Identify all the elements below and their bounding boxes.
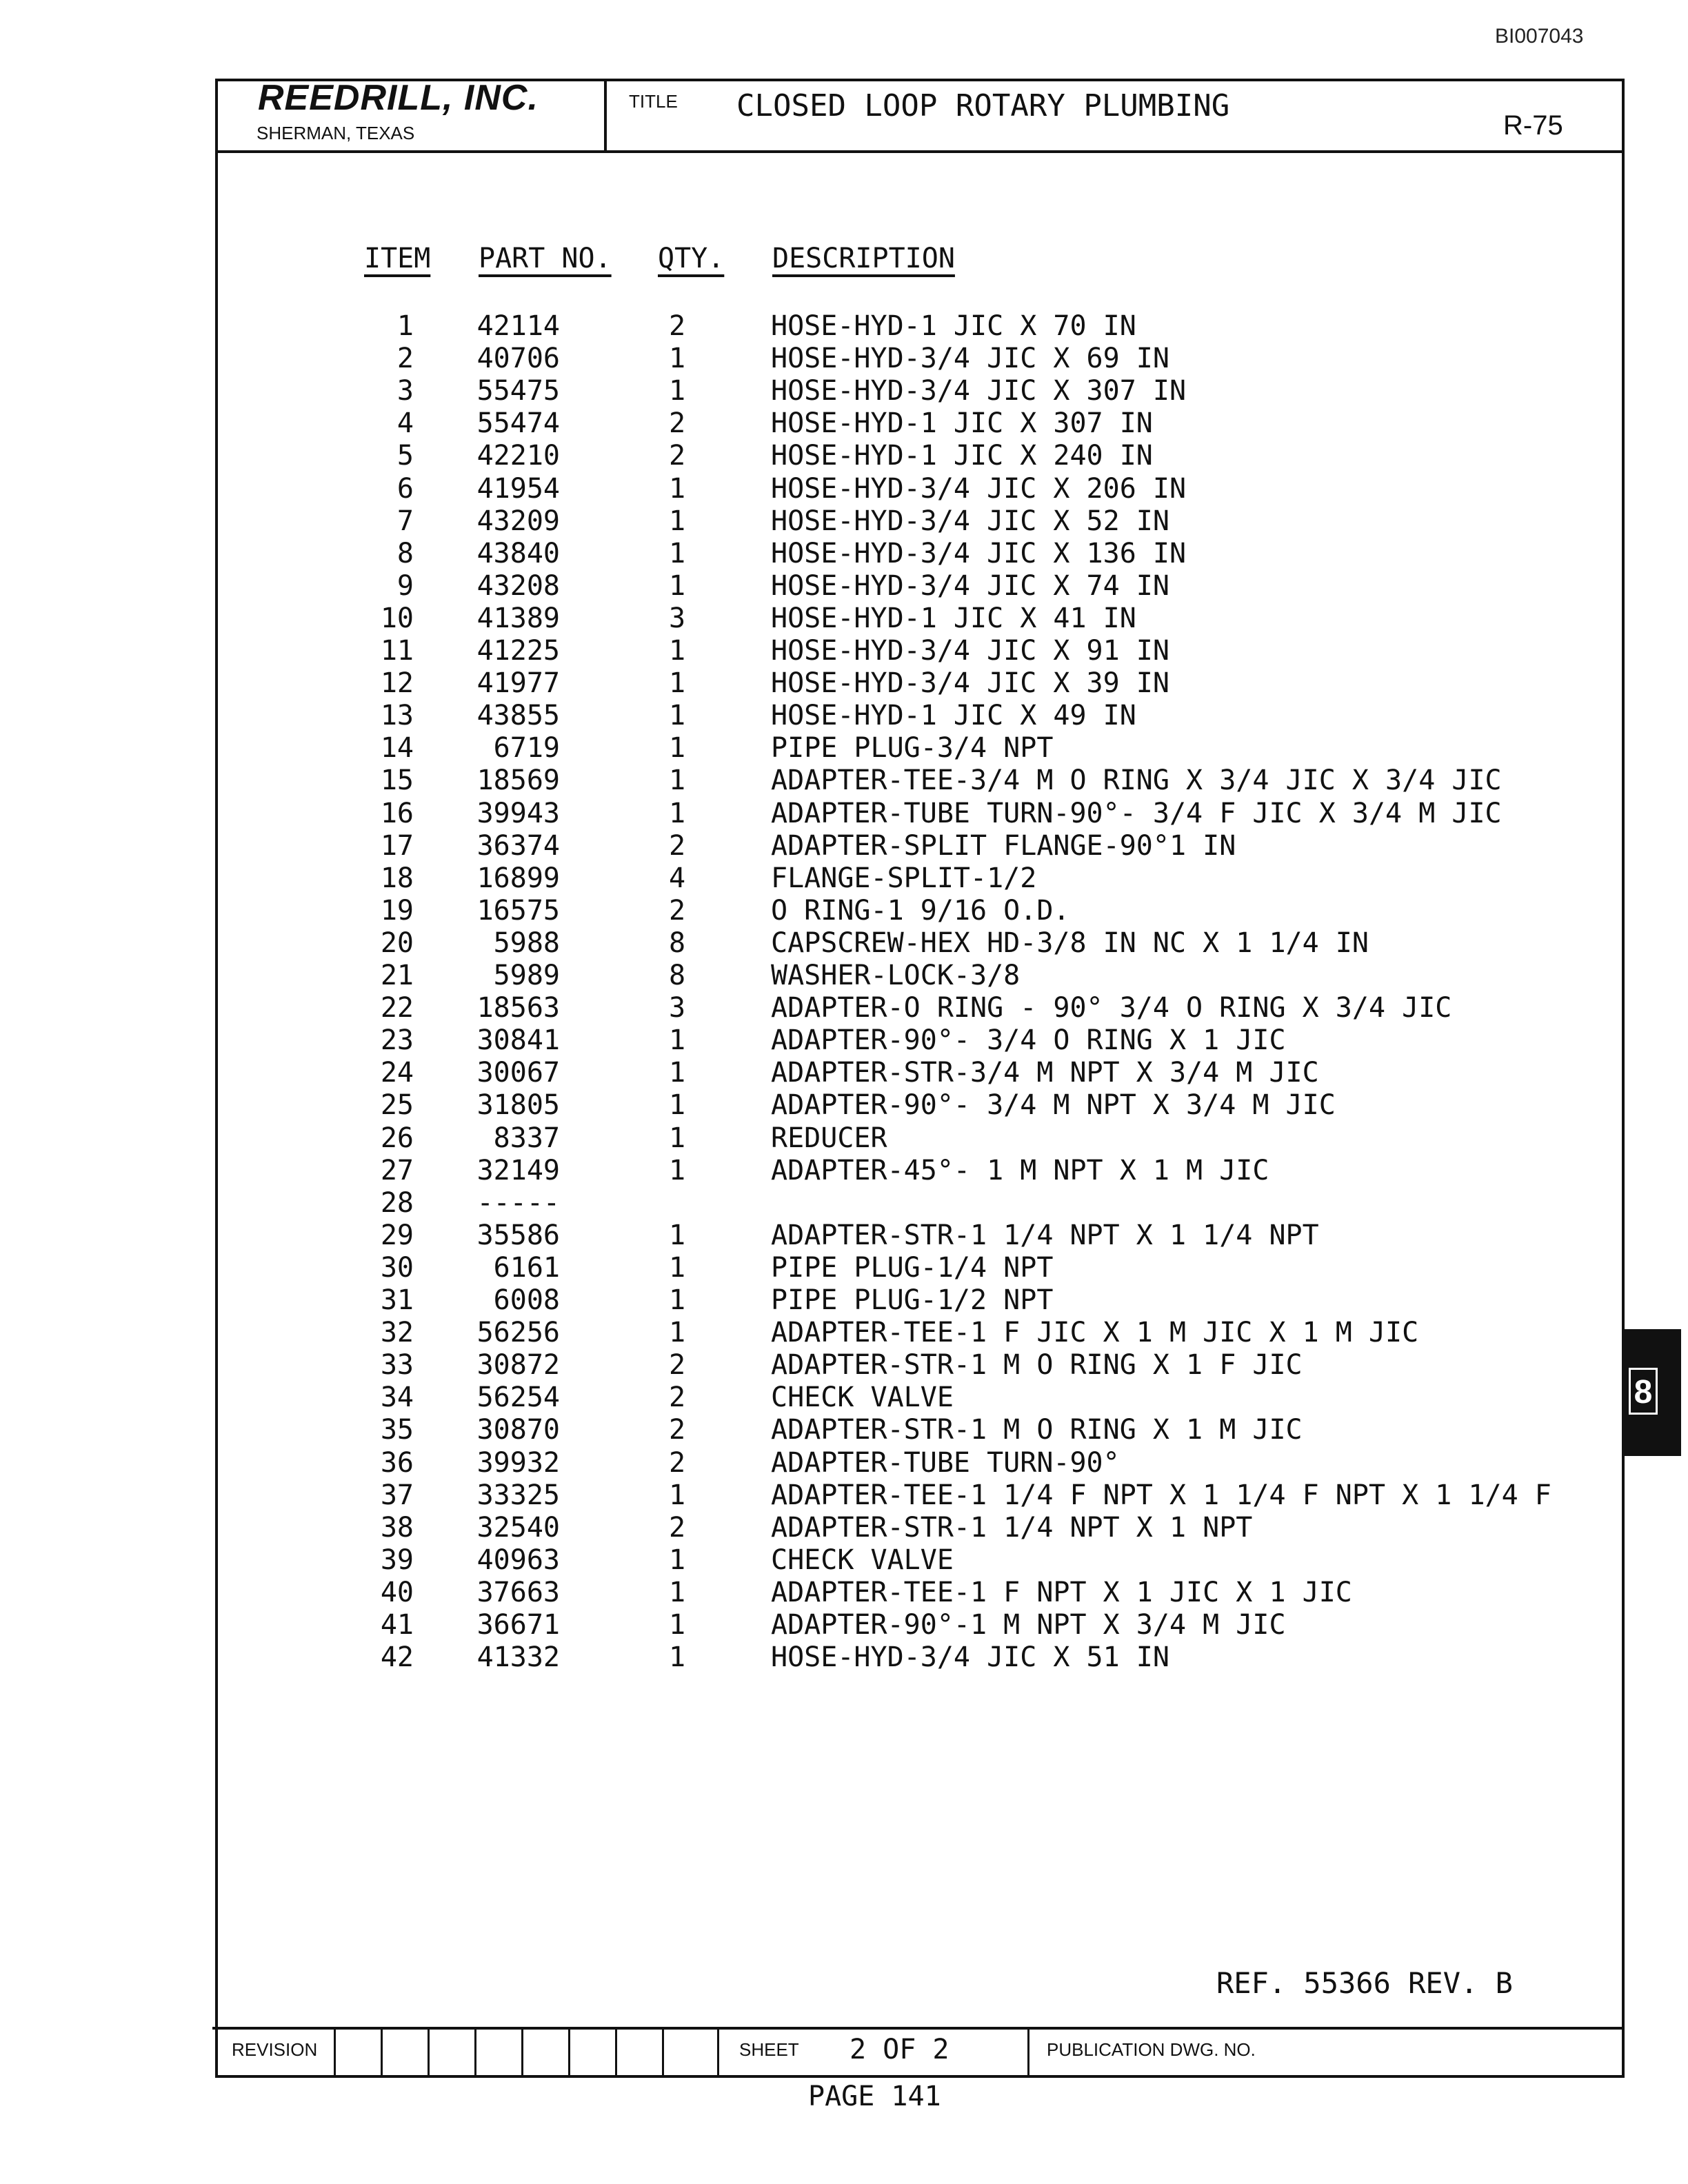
revision-cell-divider bbox=[381, 2027, 383, 2076]
quantity: 1 bbox=[668, 1122, 686, 1154]
item-number: 17 bbox=[380, 829, 414, 862]
description: HOSE-HYD-3/4 JIC X 136 IN bbox=[771, 537, 1187, 569]
company-location: SHERMAN, TEXAS bbox=[257, 123, 415, 143]
quantity: 1 bbox=[668, 1251, 686, 1284]
part-number: 6008 bbox=[493, 1284, 560, 1316]
item-number: 38 bbox=[380, 1511, 414, 1544]
part-number: 36671 bbox=[476, 1609, 560, 1641]
part-number: 6161 bbox=[493, 1251, 560, 1284]
footer-divider-line bbox=[212, 2027, 1625, 2030]
description: HOSE-HYD-1 JIC X 70 IN bbox=[771, 310, 1136, 342]
table-row bbox=[0, 1382, 1688, 1414]
description: HOSE-HYD-1 JIC X 49 IN bbox=[771, 700, 1136, 732]
quantity: 1 bbox=[668, 667, 686, 700]
quantity: 1 bbox=[668, 1057, 686, 1089]
item-number: 5 bbox=[396, 440, 414, 472]
table-row bbox=[0, 1512, 1688, 1544]
part-number: 55475 bbox=[476, 375, 560, 407]
page-code: R-75 bbox=[1503, 110, 1563, 141]
part-number: 16899 bbox=[476, 862, 560, 894]
quantity: 1 bbox=[668, 1609, 686, 1641]
part-number: 42210 bbox=[476, 440, 560, 472]
table-row bbox=[0, 310, 1688, 343]
quantity: 1 bbox=[668, 1317, 686, 1349]
header-divider-line bbox=[215, 150, 1625, 153]
quantity: 1 bbox=[668, 1284, 686, 1316]
table-row bbox=[0, 992, 1688, 1024]
quantity: 1 bbox=[668, 1544, 686, 1576]
item-number: 27 bbox=[380, 1154, 414, 1186]
table-row bbox=[0, 1024, 1688, 1057]
description: ADAPTER-90°-1 M NPT X 3/4 M JIC bbox=[771, 1609, 1286, 1641]
description: CHECK VALVE bbox=[771, 1544, 954, 1576]
item-number: 11 bbox=[380, 635, 414, 667]
sheet-value: 2 OF 2 bbox=[850, 2034, 950, 2065]
description: HOSE-HYD-3/4 JIC X 206 IN bbox=[771, 472, 1187, 505]
part-number: 30870 bbox=[476, 1414, 560, 1446]
part-number: 56256 bbox=[476, 1317, 560, 1349]
table-row bbox=[0, 798, 1688, 830]
table-row bbox=[0, 1220, 1688, 1252]
part-number: 43209 bbox=[476, 505, 560, 537]
item-number: 37 bbox=[380, 1479, 414, 1511]
description: HOSE-HYD-3/4 JIC X 74 IN bbox=[771, 569, 1169, 602]
item-number: 29 bbox=[380, 1219, 414, 1251]
part-number: ----- bbox=[476, 1186, 560, 1219]
table-row bbox=[0, 895, 1688, 927]
page-number: PAGE 141 bbox=[808, 2081, 941, 2112]
item-number: 21 bbox=[380, 960, 414, 991]
quantity: 3 bbox=[668, 992, 686, 1024]
description: ADAPTER-90°- 3/4 M NPT X 3/4 M JIC bbox=[771, 1089, 1336, 1122]
revision-cell-divider bbox=[662, 2027, 664, 2076]
description: PIPE PLUG-1/2 NPT bbox=[771, 1284, 1054, 1316]
column-header-qty: QTY. bbox=[658, 243, 725, 274]
revision-label: REVISION bbox=[232, 2039, 318, 2060]
description: HOSE-HYD-1 JIC X 41 IN bbox=[771, 602, 1136, 634]
part-number: 41332 bbox=[476, 1641, 560, 1674]
document-id: BI007043 bbox=[1495, 25, 1584, 48]
item-number: 30 bbox=[380, 1251, 414, 1284]
description: HOSE-HYD-3/4 JIC X 52 IN bbox=[771, 505, 1169, 537]
quantity: 1 bbox=[668, 505, 686, 537]
description: ADAPTER-STR-1 M O RING X 1 M JIC bbox=[771, 1414, 1303, 1446]
description: ADAPTER-TEE-1 1/4 F NPT X 1 1/4 F NPT X 1 1/4 F bbox=[771, 1479, 1551, 1511]
part-number: 40706 bbox=[476, 343, 560, 375]
item-number: 24 bbox=[380, 1057, 414, 1089]
table-row bbox=[0, 1577, 1688, 1609]
description: ADAPTER-TEE-3/4 M O RING X 3/4 JIC X 3/4 JIC bbox=[771, 765, 1502, 797]
description: HOSE-HYD-3/4 JIC X 91 IN bbox=[771, 635, 1169, 667]
table-row bbox=[0, 343, 1688, 375]
item-number: 25 bbox=[380, 1089, 414, 1122]
part-number: 8337 bbox=[493, 1122, 560, 1154]
description: PIPE PLUG-3/4 NPT bbox=[771, 732, 1054, 765]
description: ADAPTER-O RING - 90° 3/4 O RING X 3/4 JIC bbox=[771, 992, 1452, 1024]
quantity: 3 bbox=[668, 602, 686, 634]
quantity: 1 bbox=[668, 1219, 686, 1251]
column-header-item: ITEM bbox=[364, 243, 431, 274]
table-row bbox=[0, 1317, 1688, 1349]
quantity: 2 bbox=[668, 894, 686, 927]
item-number: 14 bbox=[380, 732, 414, 765]
item-number: 18 bbox=[380, 862, 414, 894]
table-row bbox=[0, 1447, 1688, 1479]
item-number: 4 bbox=[396, 407, 414, 440]
table-row bbox=[0, 1641, 1688, 1674]
item-number: 36 bbox=[380, 1446, 414, 1479]
quantity: 2 bbox=[668, 1349, 686, 1382]
part-number: 18569 bbox=[476, 765, 560, 797]
quantity: 1 bbox=[668, 375, 686, 407]
revision-cell-divider bbox=[615, 2027, 617, 2076]
table-row bbox=[0, 830, 1688, 862]
quantity: 1 bbox=[668, 537, 686, 569]
table-row bbox=[0, 1349, 1688, 1382]
part-number: 18563 bbox=[476, 992, 560, 1024]
part-number: 5988 bbox=[493, 927, 560, 959]
part-number: 16575 bbox=[476, 894, 560, 927]
description: FLANGE-SPLIT-1/2 bbox=[771, 862, 1037, 894]
table-row bbox=[0, 538, 1688, 570]
table-row bbox=[0, 1122, 1688, 1155]
quantity: 1 bbox=[668, 1479, 686, 1511]
revision-cell-divider bbox=[334, 2027, 336, 2076]
description: PIPE PLUG-1/4 NPT bbox=[771, 1251, 1054, 1284]
part-number: 41977 bbox=[476, 667, 560, 700]
part-number: 41225 bbox=[476, 635, 560, 667]
description: O RING-1 9/16 O.D. bbox=[771, 894, 1070, 927]
description: ADAPTER-STR-1 M O RING X 1 F JIC bbox=[771, 1349, 1303, 1382]
description: ADAPTER-STR-3/4 M NPT X 3/4 M JIC bbox=[771, 1057, 1319, 1089]
item-number: 19 bbox=[380, 894, 414, 927]
quantity: 1 bbox=[668, 1024, 686, 1057]
part-number: 39932 bbox=[476, 1446, 560, 1479]
section-tab-number: 8 bbox=[1629, 1368, 1658, 1415]
description: HOSE-HYD-1 JIC X 240 IN bbox=[771, 440, 1153, 472]
sheet-cell-divider bbox=[717, 2027, 719, 2076]
item-number: 40 bbox=[380, 1576, 414, 1608]
item-number: 20 bbox=[380, 927, 414, 959]
part-number: 32540 bbox=[476, 1511, 560, 1544]
reference-number: REF. 55366 REV. B bbox=[1216, 1966, 1513, 2000]
quantity: 2 bbox=[668, 1414, 686, 1446]
item-number: 2 bbox=[396, 343, 414, 375]
part-number: 36374 bbox=[476, 829, 560, 862]
quantity: 1 bbox=[668, 765, 686, 797]
item-number: 28 bbox=[380, 1186, 414, 1219]
company-name: REEDRILL, INC. bbox=[258, 78, 539, 118]
sheet-label: SHEET bbox=[739, 2039, 799, 2060]
part-number: 56254 bbox=[476, 1382, 560, 1414]
quantity: 8 bbox=[668, 960, 686, 991]
table-row bbox=[0, 440, 1688, 472]
quantity: 2 bbox=[668, 1382, 686, 1414]
part-number: 40963 bbox=[476, 1544, 560, 1576]
item-number: 6 bbox=[396, 472, 414, 505]
column-header-part-no: PART NO. bbox=[479, 243, 612, 274]
quantity: 1 bbox=[668, 700, 686, 732]
quantity: 2 bbox=[668, 829, 686, 862]
item-number: 42 bbox=[380, 1641, 414, 1674]
quantity: 2 bbox=[668, 407, 686, 440]
item-number: 35 bbox=[380, 1414, 414, 1446]
quantity: 1 bbox=[668, 343, 686, 375]
description: REDUCER bbox=[771, 1122, 887, 1154]
table-row bbox=[0, 927, 1688, 960]
quantity: 1 bbox=[668, 1154, 686, 1186]
part-number: 30841 bbox=[476, 1024, 560, 1057]
item-number: 12 bbox=[380, 667, 414, 700]
item-number: 39 bbox=[380, 1544, 414, 1576]
quantity: 2 bbox=[668, 1511, 686, 1544]
table-row bbox=[0, 765, 1688, 797]
publication-cell-divider bbox=[1027, 2027, 1029, 2076]
description: ADAPTER-45°- 1 M NPT X 1 M JIC bbox=[771, 1154, 1269, 1186]
table-row bbox=[0, 1089, 1688, 1122]
item-number: 34 bbox=[380, 1382, 414, 1414]
table-row bbox=[0, 1187, 1688, 1220]
table-row bbox=[0, 1414, 1688, 1446]
item-number: 32 bbox=[380, 1317, 414, 1349]
quantity: 2 bbox=[668, 1446, 686, 1479]
table-row bbox=[0, 635, 1688, 667]
document-title: CLOSED LOOP ROTARY PLUMBING bbox=[736, 88, 1230, 123]
part-number: 43855 bbox=[476, 700, 560, 732]
part-number: 41389 bbox=[476, 602, 560, 634]
description: HOSE-HYD-3/4 JIC X 39 IN bbox=[771, 667, 1169, 700]
quantity: 1 bbox=[668, 1576, 686, 1608]
part-number: 32149 bbox=[476, 1154, 560, 1186]
item-number: 9 bbox=[396, 569, 414, 602]
description: ADAPTER-STR-1 1/4 NPT X 1 NPT bbox=[771, 1511, 1253, 1544]
header-vertical-divider bbox=[604, 79, 607, 152]
table-row bbox=[0, 505, 1688, 538]
part-number: 43208 bbox=[476, 569, 560, 602]
item-number: 16 bbox=[380, 797, 414, 829]
part-number: 6719 bbox=[493, 732, 560, 765]
quantity: 2 bbox=[668, 440, 686, 472]
table-row bbox=[0, 1155, 1688, 1187]
item-number: 33 bbox=[380, 1349, 414, 1382]
revision-cell-divider bbox=[428, 2027, 430, 2076]
table-row bbox=[0, 570, 1688, 603]
item-number: 7 bbox=[396, 505, 414, 537]
description: WASHER-LOCK-3/8 bbox=[771, 960, 1021, 991]
table-row bbox=[0, 960, 1688, 992]
description: ADAPTER-STR-1 1/4 NPT X 1 1/4 NPT bbox=[771, 1219, 1319, 1251]
part-number: 37663 bbox=[476, 1576, 560, 1608]
table-row bbox=[0, 862, 1688, 895]
description: CHECK VALVE bbox=[771, 1382, 954, 1414]
revision-cell-divider bbox=[521, 2027, 523, 2076]
table-row bbox=[0, 1057, 1688, 1089]
description: ADAPTER-TUBE TURN-90° bbox=[771, 1446, 1120, 1479]
part-number: 39943 bbox=[476, 797, 560, 829]
part-number: 30067 bbox=[476, 1057, 560, 1089]
part-number: 43840 bbox=[476, 537, 560, 569]
item-number: 41 bbox=[380, 1609, 414, 1641]
part-number: 41954 bbox=[476, 472, 560, 505]
part-number: 33325 bbox=[476, 1479, 560, 1511]
item-number: 8 bbox=[396, 537, 414, 569]
part-number: 35586 bbox=[476, 1219, 560, 1251]
description: ADAPTER-TEE-1 F JIC X 1 M JIC X 1 M JIC bbox=[771, 1317, 1419, 1349]
column-header-description: DESCRIPTION bbox=[772, 243, 955, 274]
item-number: 31 bbox=[380, 1284, 414, 1316]
item-number: 22 bbox=[380, 992, 414, 1024]
quantity: 2 bbox=[668, 310, 686, 342]
publication-label: PUBLICATION DWG. NO. bbox=[1047, 2039, 1256, 2060]
quantity: 1 bbox=[668, 797, 686, 829]
table-row bbox=[0, 473, 1688, 505]
table-row bbox=[0, 1284, 1688, 1317]
table-row bbox=[0, 1609, 1688, 1641]
revision-cell-divider bbox=[474, 2027, 476, 2076]
title-label: TITLE bbox=[629, 91, 678, 112]
description: ADAPTER-SPLIT FLANGE-90°1 IN bbox=[771, 829, 1236, 862]
item-number: 13 bbox=[380, 700, 414, 732]
table-row bbox=[0, 700, 1688, 732]
description: HOSE-HYD-3/4 JIC X 51 IN bbox=[771, 1641, 1169, 1674]
part-number: 55474 bbox=[476, 407, 560, 440]
table-row bbox=[0, 1479, 1688, 1512]
description: ADAPTER-TEE-1 F NPT X 1 JIC X 1 JIC bbox=[771, 1576, 1352, 1608]
table-row bbox=[0, 603, 1688, 635]
quantity: 1 bbox=[668, 1089, 686, 1122]
part-number: 30872 bbox=[476, 1349, 560, 1382]
quantity: 1 bbox=[668, 472, 686, 505]
description: HOSE-HYD-3/4 JIC X 307 IN bbox=[771, 375, 1187, 407]
item-number: 1 bbox=[396, 310, 414, 342]
description: ADAPTER-90°- 3/4 O RING X 1 JIC bbox=[771, 1024, 1286, 1057]
item-number: 15 bbox=[380, 765, 414, 797]
part-number: 42114 bbox=[476, 310, 560, 342]
description: HOSE-HYD-1 JIC X 307 IN bbox=[771, 407, 1153, 440]
item-number: 26 bbox=[380, 1122, 414, 1154]
quantity: 8 bbox=[668, 927, 686, 959]
table-row bbox=[0, 732, 1688, 765]
table-row bbox=[0, 407, 1688, 440]
item-number: 3 bbox=[396, 375, 414, 407]
item-number: 10 bbox=[380, 602, 414, 634]
quantity: 1 bbox=[668, 1641, 686, 1674]
table-row bbox=[0, 375, 1688, 407]
item-number: 23 bbox=[380, 1024, 414, 1057]
quantity: 1 bbox=[668, 732, 686, 765]
description: ADAPTER-TUBE TURN-90°- 3/4 F JIC X 3/4 M JIC bbox=[771, 797, 1502, 829]
table-row bbox=[0, 1544, 1688, 1577]
part-number: 5989 bbox=[493, 960, 560, 991]
table-row bbox=[0, 667, 1688, 700]
revision-cell-divider bbox=[568, 2027, 570, 2076]
description: CAPSCREW-HEX HD-3/8 IN NC X 1 1/4 IN bbox=[771, 927, 1369, 959]
table-row bbox=[0, 1252, 1688, 1284]
quantity: 1 bbox=[668, 569, 686, 602]
part-number: 31805 bbox=[476, 1089, 560, 1122]
quantity: 4 bbox=[668, 862, 686, 894]
quantity: 1 bbox=[668, 635, 686, 667]
description: HOSE-HYD-3/4 JIC X 69 IN bbox=[771, 343, 1169, 375]
